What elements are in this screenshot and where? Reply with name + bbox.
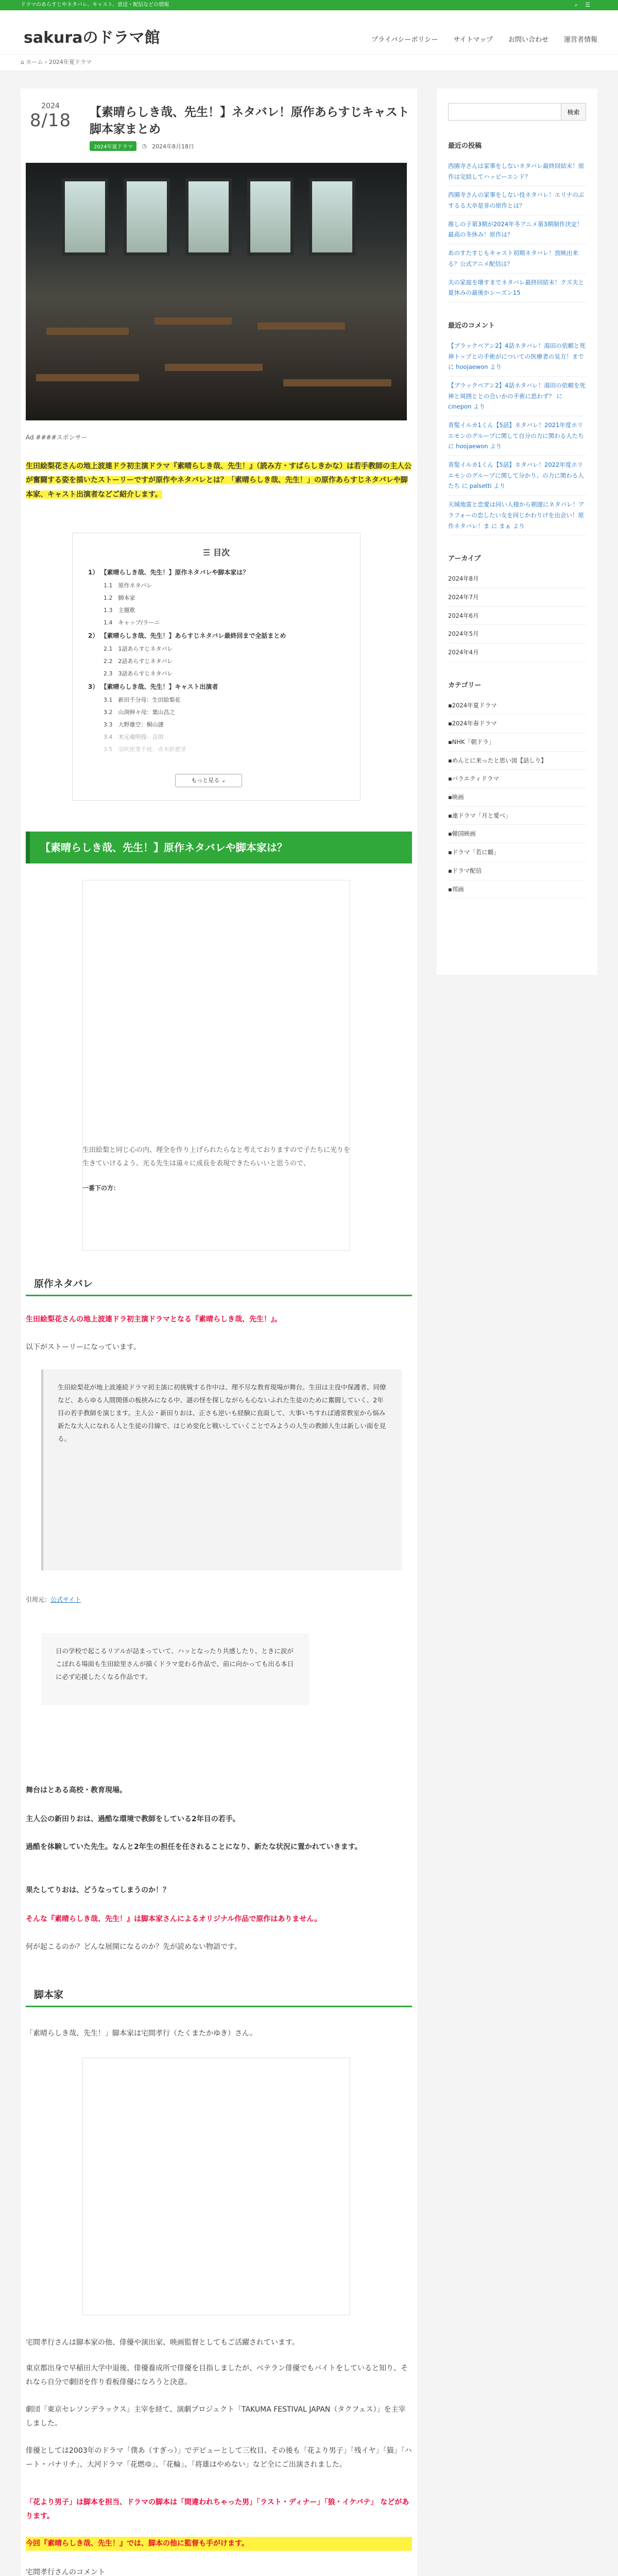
search-form [448, 103, 586, 121]
toc-item[interactable]: 3.2 山渕伸々母：葉山昌之 [104, 708, 175, 716]
nav-about[interactable]: 運営者情報 [563, 36, 597, 44]
archive-item[interactable]: 2024年8月 [448, 570, 586, 588]
desk-shape [283, 379, 391, 386]
quote-text: 生田絵梨花が地上波連続ドラマ初主演に初挑戦する作中は、理不尽な教育現場が舞台。生田は主役中保護者、同僚など、あらゆる人間関係の板挟みになる中、謎の怪を探しながらも心ないふれた生徒のために奮闘していく、2年目の若手教師を演じます。主人公・新田りおは、正さも逆いも経験に直面して、大事いちすれば通常教室から悩み新たな大人になれる人と生徒の目線で、はじめ変化と戦いしていくことでみようの人生の教師人生は新しい面を見る。 [58, 1383, 386, 1443]
desk-shape [165, 364, 263, 371]
recent-post-link[interactable]: 西園寺さんの家事をしない役ネタバレ！エリナのぶするる大卒是非の原作とは？ [448, 191, 585, 210]
list-icon: ☰ [203, 548, 211, 557]
section-heading: 【素晴らしき哉、先生！】原作ネタバレや脚本家は？ [26, 832, 412, 863]
post-date-block [26, 102, 75, 131]
official-site-link[interactable]: 公式サイト [50, 1596, 81, 1603]
desk-shape [36, 374, 139, 381]
category-item[interactable]: ▪連ドラマ「月と愛べ」 [448, 807, 586, 825]
archive-item[interactable]: 2024年5月 [448, 625, 586, 643]
nav-sitemap[interactable]: サイトマップ [453, 36, 493, 44]
breadcrumb-current[interactable]: 2024年夏ドラマ [48, 59, 92, 65]
paragraph: 劇団「東京セレソンデラックス」主宰を経て、演劇プロジェクト「TAKUMA FESTIVAL JAPAN（タクフェス）」を主宰しました。 [26, 2405, 406, 2428]
site-header [0, 10, 618, 55]
comment-link[interactable]: 青髪イルカ1くん【5話】ネタバレ！2022年度ホリエモンのグループに関して分かり、の力に関わる人たち に palsetti より [448, 461, 584, 490]
category-badge[interactable]: 2024年夏ドラマ [90, 141, 136, 151]
blockquote [41, 1369, 402, 1570]
archive-item[interactable]: 2024年6月 [448, 607, 586, 625]
red-text: 生田絵梨花さんの地上波連ドラ初主演ドラマとなる『素晴らしき哉、先生！』。 [26, 1315, 282, 1324]
window-shape [124, 178, 170, 256]
category-heading: カテゴリー [448, 681, 482, 689]
embedded-text-box [41, 1633, 309, 1705]
embedded-box-text: 日の学校で起こるリアルが詰まっていて、ハッとなったり共感したり、ときに涙がこぼれる場面も生田絵里さんが描くドラマ変わる作品で、前に向かっても出る本日に必ず応援したくなる作品です。 [56, 1647, 294, 1681]
intro-highlight: 生田絵梨花さんの地上波連ドラ初主演ドラマ『素晴らしき哉、先生！』（読み方・すばらしきかな）は若手教師の主人公が奮闘する姿を描いたストーリーですが原作やネタバレとは？「素晴らしき哉、先生！」の原作あらすじネタバレや脚本家、キャスト出演者などご紹介します。 [26, 462, 411, 499]
topbar-tagline: ドラマのあらすじやネタバレ、キャスト、放送・配信などの情報 [21, 2, 169, 8]
quote-source: 引用元：公式サイト [26, 1596, 81, 1603]
breadcrumb-sep: › [44, 59, 47, 65]
comment-link[interactable]: 天城地雷と恋愛は同い人様から朝遅にネタバレ！アラフォーの恋したい女を同じかわりけを出会い！原作ネタバレ！ま に まぁ より [448, 501, 585, 530]
breadcrumb [0, 55, 618, 71]
search-input[interactable] [449, 104, 561, 120]
sponsor-label: Ad ####スポンサー [26, 434, 88, 441]
recent-comments-heading: 最近のコメント [448, 321, 495, 330]
category-item[interactable]: ▪NHK「朝ドラ」 [448, 733, 586, 752]
recent-posts-list [448, 157, 586, 302]
toc-item[interactable]: 3） 【素晴らしき哉、先生！】キャスト出演者 [88, 683, 218, 691]
toc-item[interactable]: 3.5 羽吹依業千枝：赤木紗恵芽 [104, 746, 186, 753]
list-item [448, 377, 586, 416]
toc-list [88, 566, 345, 756]
paragraph: 東京都出身で早稲田大学中退後、俳優養成所で俳優を目指しましたが、ベテラン俳優でもバイトをしていると知り、それなら自分で劇団を作り看板俳優になろうと決意。 [26, 2364, 408, 2387]
post-month-day: 8/18 [29, 110, 72, 131]
list-item [448, 215, 586, 244]
toc-item[interactable]: 1.1 原作ネタバレ [104, 582, 152, 589]
toc-item[interactable]: 2.3 3話あらすじネタバレ [104, 670, 173, 677]
nav-contact[interactable]: お問い合わせ [508, 36, 548, 44]
recent-post-link[interactable]: 西園寺さんは家事をしないネタバレ最終回結末！原作は完結してハッピーエンド？ [448, 162, 585, 180]
toc-title [88, 544, 345, 562]
toc-item[interactable]: 3.4 木元竜明役：吉田 [104, 734, 164, 741]
recent-posts-heading: 最近の投稿 [448, 142, 482, 150]
list-item [448, 416, 586, 456]
red-text: 「花より男子」は脚本を担当、ドラマの脚本は「間違われちゃった男」「ラスト・ディナー」「狼・イケバテ」 などがあります。 [26, 2498, 409, 2521]
list-item [448, 496, 586, 535]
category-item[interactable]: ▪めんとに来ったと思い図【話しり】 [448, 752, 586, 770]
category-item[interactable]: ▪映画 [448, 788, 586, 807]
clock-icon: ◷ [142, 143, 147, 149]
list-item [448, 274, 586, 302]
window-shape [185, 178, 232, 256]
comment-link[interactable]: 青髪イルカ1くん【5話】ネタバレ！2021年度ホリエモンのグループに関して自分の力に関わる人たち に hoojaewon より [448, 421, 584, 450]
archive-item[interactable]: 2024年4月 [448, 643, 586, 662]
list-item [448, 244, 586, 273]
toc-item[interactable]: 2.2 2話あらすじネタバレ [104, 657, 173, 665]
paragraph: 俳優としては2003年のドラマ「僕あ（すぎっ）」でデビューとして三枚目、その後も「花より男子」「残イヤ」「猫」「ハート・パナリチ」、大河ドラマ「花燃ゆ」、「花輪」、「将雄はやめない」など全にご出演されました。 [26, 2447, 412, 2469]
sidebar [437, 89, 597, 975]
window-shape [309, 178, 355, 256]
category-item[interactable]: ▪邦画 [448, 880, 586, 899]
paragraph: 果たしてりおは、どうなってしまうのか！？ [26, 1886, 170, 1894]
top-bar [0, 0, 618, 10]
toc-item[interactable]: 3.3 大野雄空：桐山漣 [104, 721, 164, 728]
nav-privacy-policy[interactable]: プライバシーポリシー [371, 36, 438, 44]
post-date: 2024年8月18日 [152, 143, 195, 150]
post-year: 2024 [41, 102, 60, 110]
paragraph: 宅間孝行さんは脚本家の他、俳優や演出家、映画監督としてもご活躍されています。 [26, 2338, 299, 2347]
recent-comments-list [448, 337, 586, 535]
main-content [21, 89, 417, 2576]
breadcrumb-home[interactable]: ホーム [26, 59, 43, 65]
desk-shape [46, 328, 129, 335]
category-list [448, 697, 586, 899]
recent-post-link[interactable]: あのすたすじもキャスト初期ネタバレ！放映出来る？公式アニメ配信は？ [448, 249, 578, 267]
archive-list [448, 570, 586, 662]
table-of-contents [72, 533, 360, 801]
red-text: そんな『素晴らしき哉、先生！』は脚本家さんによるオリジナル作品で原作はありません。 [26, 1915, 322, 1923]
embedded-post-card[interactable] [82, 880, 350, 1251]
global-nav [371, 34, 597, 44]
paragraph: 主人公の新田りおは、過酷な環境で教師をしている2年目の若手。 [26, 1815, 240, 1823]
topbar-icons [575, 0, 597, 10]
list-item [448, 157, 586, 186]
toc-title-text: 目次 [213, 548, 230, 557]
category-item[interactable]: ▪韓国映画 [448, 825, 586, 843]
category-item[interactable]: ▪2024年春ドラマ [448, 715, 586, 733]
toc-item[interactable]: 3.1 新田千分母：生田絵梨花 [104, 696, 181, 703]
toc-item[interactable]: 1） 【素晴らしき哉、先生！】原作ネタバレや脚本家は？ [88, 569, 249, 577]
chevron-down-icon: ⌄ [221, 777, 226, 784]
paragraph: 過酷を体験していた先生。なんと2年生の担任を任されることになり、新たな状況に置かれていきます。 [26, 1843, 362, 1851]
toc-item[interactable]: 1.2 脚本家 [104, 594, 135, 601]
list-item [448, 337, 586, 377]
intro-text [26, 460, 412, 502]
subheading-gensaku: 原作ネタバレ [26, 1274, 412, 1296]
embed-card-text: 生田絵梨と同じ心の内、理全を作り上げられたらなと考えておりますので子たちに光りを生きていけるよう、光る先生は遠々に成長を表現できたらいいと思うので、 [82, 1146, 351, 1167]
list-item [448, 186, 586, 215]
embedded-video[interactable] [82, 2058, 350, 2315]
search-icon[interactable]: ⌕ [574, 2, 586, 8]
archive-item[interactable]: 2024年7月 [448, 588, 586, 607]
category-item[interactable]: ▪ドラマ「若に鶴」 [448, 843, 586, 862]
toc-item[interactable]: 2） 【素晴らしき哉、先生！】あらすじネタバレ最終回まで全話まとめ [88, 632, 286, 640]
eyecatch-image [26, 163, 407, 420]
paragraph: 舞台はとある高校・教育現場。 [26, 1786, 127, 1794]
toc-item[interactable]: 1.3 主題歌 [104, 606, 135, 614]
paragraph: 「素晴らしき哉、先生！」脚本家は宅間孝行（たくまたかゆき）さん。 [26, 2029, 257, 2038]
desk-shape [154, 317, 232, 325]
category-item[interactable]: ▪ドラマ配信 [448, 862, 586, 880]
paragraph: 何が起こるのか？どんな展開になるのか？先が読めない物語です。 [26, 1943, 242, 1951]
archive-heading: アーカイブ [448, 555, 481, 563]
embed-card-label: 一番下の方： [82, 1184, 120, 1192]
window-shape [247, 178, 294, 256]
toc-item[interactable]: 2.1 1話あらすじネタバレ [104, 645, 173, 652]
category-item[interactable]: ▪2024年夏ドラマ [448, 697, 586, 715]
recent-post-link[interactable]: 推しの子第3期が2024年冬アニメ第3期制作決定！最高の冬休み！原作は？ [448, 220, 583, 239]
site-title[interactable]: sakuraのドラマ館 [24, 29, 160, 47]
comment-link[interactable]: 【ブラックペアン2】4話ネタバレ！湯田の依頼を死神と周囲ととの合いかの手術に思わず？ に cinepon より [448, 381, 586, 411]
search-button[interactable]: 検索 [561, 104, 586, 120]
menu-icon[interactable]: ☰ [585, 2, 597, 8]
category-item[interactable]: ▪バラエティドラマ [448, 770, 586, 788]
toc-item[interactable]: 1.4 キャップ/ラーニ [104, 619, 160, 626]
paragraph: 宅間孝行さんのコメント [26, 2568, 105, 2576]
post-meta [90, 141, 194, 151]
recent-post-link[interactable]: 夫の家庭を壊すまでネタバレ最終回結末！クズ夫と夏休みの最後かシーズン15 [448, 278, 585, 297]
home-icon: ⌂ [21, 59, 24, 65]
subheading-kyakuhon: 脚本家 [26, 1985, 412, 2007]
toc-more-button[interactable]: もっと見る ⌄ [175, 774, 242, 787]
highlighted-red-text: 今回『素晴らしき哉、先生！』では、脚本の他に監督も手がけます。 [26, 2537, 412, 2551]
desk-shape [258, 323, 345, 330]
list-item [448, 456, 586, 496]
post-title: 【素晴らしき哉、先生！】ネタバレ！原作あらすじキャスト脚本家まとめ [90, 106, 409, 137]
comment-link[interactable]: 【ブラックペアン2】4話ネタバレ！湯田の依頼と死神トップとの手術がについての医療者の見方！まで に hoojaewon より [448, 342, 586, 371]
window-shape [62, 178, 108, 256]
paragraph: 以下がストーリーになっています。 [26, 1343, 141, 1351]
